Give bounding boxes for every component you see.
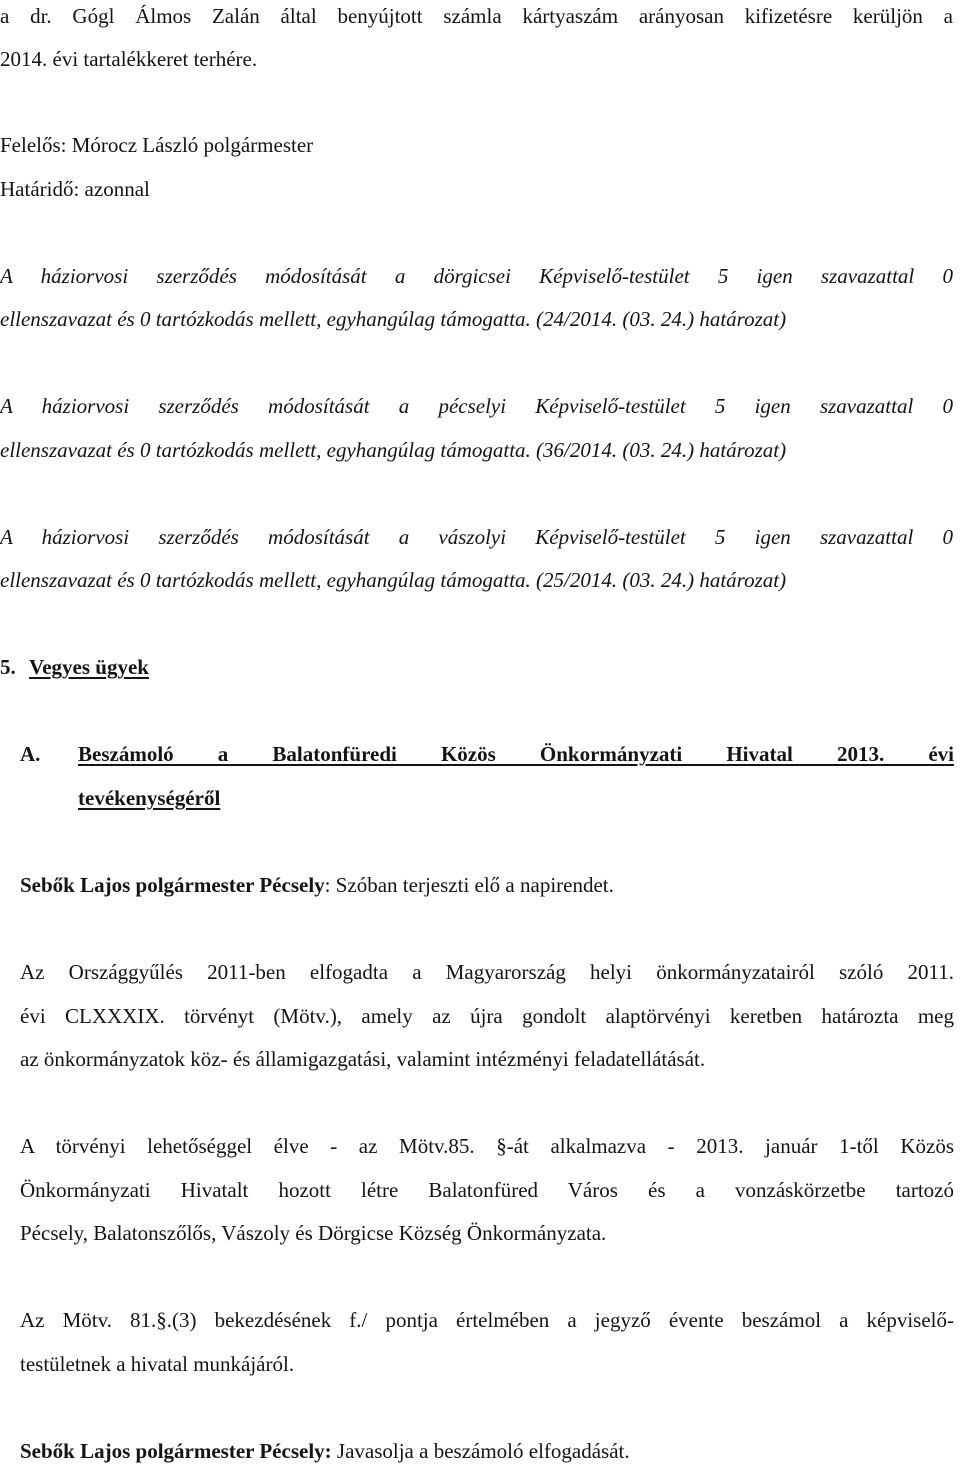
intro-line-2: 2014. évi tartalékkeret terhére. [0, 47, 258, 71]
para-3-line-1: Az Mötv. 81.§.(3) bekezdésének f./ pontja értelmében a jegyző évente beszámol a képviselő- [20, 1308, 954, 1332]
section-5-heading [0, 657, 149, 678]
subsection-a-letter: A. [20, 742, 41, 766]
para-1-line-3: az önkormányzatok köz- és államigazgatási, valamint intézményi feladatellátását. [20, 1047, 706, 1071]
felelos-line: Felelős: Mórocz László polgármester [0, 133, 314, 157]
resolution-2-line-1: A háziorvosi szerződés módosítását a pécselyi Képviselő-testület 5 igen szavazattal 0 [0, 394, 953, 418]
speaker-1-line [20, 875, 614, 896]
section-5-number: 5. [0, 655, 16, 679]
hatarido-line: Határidő: azonnal [0, 177, 150, 201]
resolution-2-line-2: ellenszavazat és 0 tartózkodás mellett, egyhangúlag támogatta. (36/2014. (03. 24.) határozat) [0, 438, 787, 462]
speaker-1-text: : Szóban terjeszti elő a napirendet. [324, 873, 614, 897]
speaker-2-text: Javasolja a beszámoló elfogadását. [331, 1439, 630, 1463]
para-2-line-2: Önkormányzati Hivatalt hozott létre Balatonfüred Város és a vonzáskörzetbe tartozó [20, 1178, 954, 1202]
speaker-2-line [20, 1441, 630, 1462]
para-1-line-1: Az Országgyűlés 2011-ben elfogadta a Magyarország helyi önkormányzatairól szóló 2011. [20, 960, 954, 984]
section-5-title: Vegyes ügyek [29, 655, 149, 679]
subsection-a-title-line-2: tevékenységéről [78, 786, 221, 810]
resolution-3-line-1: A háziorvosi szerződés módosítását a vászolyi Képviselő-testület 5 igen szavazattal 0 [0, 525, 953, 549]
speaker-1-name: Sebők Lajos polgármester Pécsely [20, 873, 325, 897]
intro-line-1: a dr. Gógl Álmos Zalán által benyújtott számla kártyaszám arányosan kifizetésre kerüljön a [0, 4, 953, 28]
para-2-line-1: A törvényi lehetőséggel élve - az Mötv.85. §-át alkalmazva - 2013. január 1-től Közös [20, 1134, 954, 1158]
para-1-line-2: évi CLXXXIX. törvényt (Mötv.), amely az újra gondolt alaptörvényi keretben határozta meg [20, 1004, 954, 1028]
resolution-1-line-1: A háziorvosi szerződés módosítását a dörgicsei Képviselő-testület 5 igen szavazattal 0 [0, 264, 953, 288]
subsection-a-title-line-1: Beszámoló a Balatonfüredi Közös Önkormányzati Hivatal 2013. évi [78, 742, 954, 766]
resolution-3-line-2: ellenszavazat és 0 tartózkodás mellett, egyhangúlag támogatta. (25/2014. (03. 24.) határozat) [0, 568, 787, 592]
resolution-1-line-2: ellenszavazat és 0 tartózkodás mellett, egyhangúlag támogatta. (24/2014. (03. 24.) határozat) [0, 307, 787, 331]
speaker-2-name: Sebők Lajos polgármester Pécsely: [20, 1439, 332, 1463]
para-2-line-3: Pécsely, Balatonszőlős, Vászoly és Dörgicse Község Önkormányzata. [20, 1221, 607, 1245]
para-3-line-2: testületnek a hivatal munkájáról. [20, 1352, 295, 1376]
